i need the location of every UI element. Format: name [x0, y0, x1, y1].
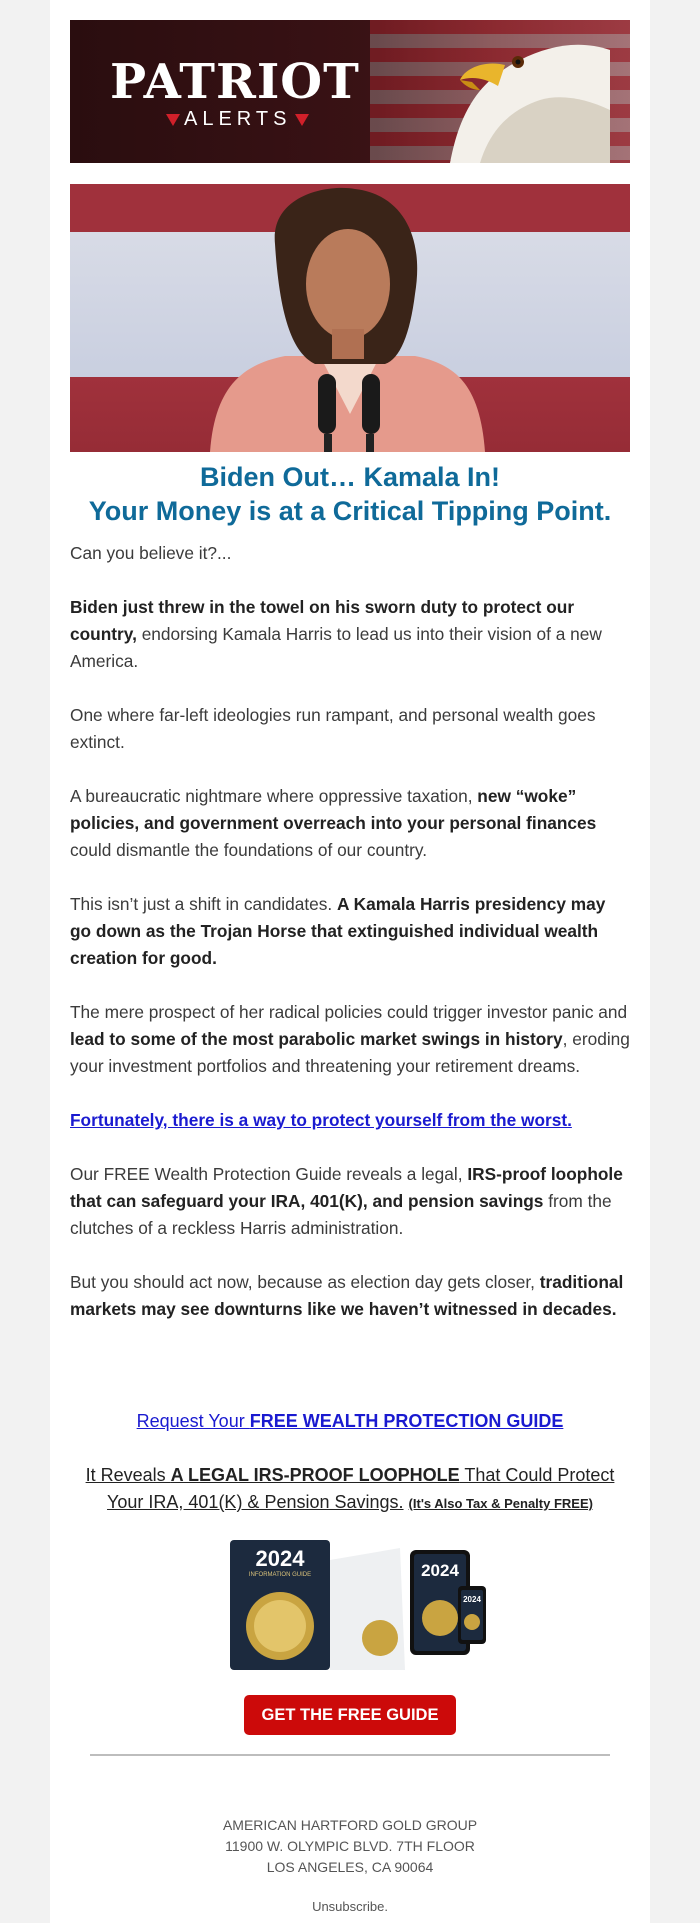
email-body	[70, 540, 630, 1350]
paragraph-act-now	[70, 1269, 630, 1323]
header-banner[interactable]	[70, 20, 630, 163]
footer-address-line1: 11900 W. OLYMPIC BLVD. 7TH FLOOR	[225, 1838, 475, 1854]
reveal-bold: A LEGAL IRS-PROOF LOOPHOLE	[170, 1465, 460, 1485]
paragraph-bureaucratic-b: could dismantle the foundations of our country.	[70, 840, 428, 860]
paragraph-guide-bold: IRS-proof loophole that can safeguard your IRA, 401(K), and pension savings	[70, 1164, 623, 1211]
paragraph-ideologies: One where far-left ideologies run rampant, and personal wealth goes extinct.	[70, 705, 596, 752]
guide-tablet-year: 2024	[421, 1561, 459, 1580]
footer-divider	[90, 1754, 610, 1756]
request-guide-cta	[70, 1408, 630, 1435]
footer-address-line2: LOS ANGELES, CA 90064	[266, 1859, 434, 1875]
paragraph-act-now-bold: traditional markets may see downturns like we haven’t witnessed in decades.	[70, 1272, 624, 1319]
headline-line1: Biden Out… Kamala In!	[199, 462, 501, 492]
reveal-small: (It's Also Tax & Penalty FREE)	[408, 1496, 593, 1511]
brand-subtitle	[162, 108, 313, 131]
triangle-icon	[295, 114, 309, 126]
get-free-guide-button[interactable]: GET THE FREE GUIDE	[244, 1695, 456, 1735]
protect-yourself-link[interactable]: Fortunately, there is a way to protect yourself from the worst.	[70, 1110, 572, 1130]
paragraph-intro: Can you believe it?...	[70, 543, 232, 563]
paragraph-shift	[70, 891, 630, 972]
email-container	[50, 0, 650, 1923]
paragraph-biden	[70, 594, 630, 675]
paragraph-shift-a: This isn’t just a shift in candidates.	[70, 894, 338, 914]
reveal-b: That Could Protect Your IRA, 401(K) & Pension Savings.	[107, 1465, 615, 1512]
paragraph-shift-bold: A Kamala Harris presidency may go down as the Trojan Horse that extinguished individual wealth creation for good.	[70, 894, 606, 968]
guide-phone-year: 2024	[463, 1595, 481, 1604]
paragraph-prospect-b: , eroding your investment portfolios and threatening your retirement dreams.	[70, 1029, 630, 1076]
guide-product-image[interactable]	[200, 1538, 500, 1680]
eagle-icon	[410, 20, 610, 163]
triangle-icon	[166, 114, 180, 126]
paragraph-link	[70, 1107, 630, 1134]
footer-company: AMERICAN HARTFORD GOLD GROUP	[222, 1817, 478, 1833]
guide-book-title: INFORMATION GUIDE	[248, 1572, 312, 1578]
headline-line2: Your Money is at a Critical Tipping Point.	[88, 496, 612, 526]
paragraph-prospect-bold: lead to some of the most parabolic market swings in history	[70, 1029, 563, 1049]
paragraph-guide-a: Our FREE Wealth Protection Guide reveals a legal,	[70, 1164, 468, 1184]
guide-book-year: 2024	[255, 1546, 305, 1571]
brand-logo: PATRIOT	[110, 54, 360, 110]
request-guide-link[interactable]	[137, 1411, 564, 1431]
paragraph-guide	[70, 1161, 630, 1242]
reveal-text[interactable]	[70, 1462, 630, 1517]
request-guide-bold: FREE WEALTH PROTECTION GUIDE	[249, 1411, 564, 1431]
paragraph-act-now-a: But you should act now, because as election day gets closer,	[70, 1272, 540, 1292]
paragraph-guide-b: from the clutches of a reckless Harris administration.	[70, 1191, 612, 1238]
reveal-a: It Reveals	[85, 1465, 171, 1485]
paragraph-prospect-a: The mere prospect of her radical policies could trigger investor panic and	[70, 1002, 628, 1022]
footer-address	[70, 1815, 630, 1878]
headline	[70, 460, 630, 528]
brand-subtitle-text: ALERTS	[184, 108, 292, 130]
request-guide-a: Request Your	[136, 1411, 250, 1431]
paragraph-biden-bold: Biden just threw in the towel on his sworn duty to protect our country,	[70, 597, 575, 644]
paragraph-bureaucratic-a: A bureaucratic nightmare where oppressive taxation,	[70, 786, 478, 806]
paragraph-bureaucratic	[70, 783, 630, 864]
speaker-photo[interactable]	[70, 184, 630, 452]
paragraph-biden-rest: endorsing Kamala Harris to lead us into their vision of a new America.	[70, 624, 602, 671]
paragraph-prospect	[70, 999, 630, 1080]
paragraph-bureaucratic-bold: new “woke” policies, and government overreach into your personal finances	[70, 786, 597, 833]
speaker-illustration	[70, 184, 630, 452]
unsubscribe-link[interactable]: Unsubscribe.	[312, 1899, 388, 1914]
